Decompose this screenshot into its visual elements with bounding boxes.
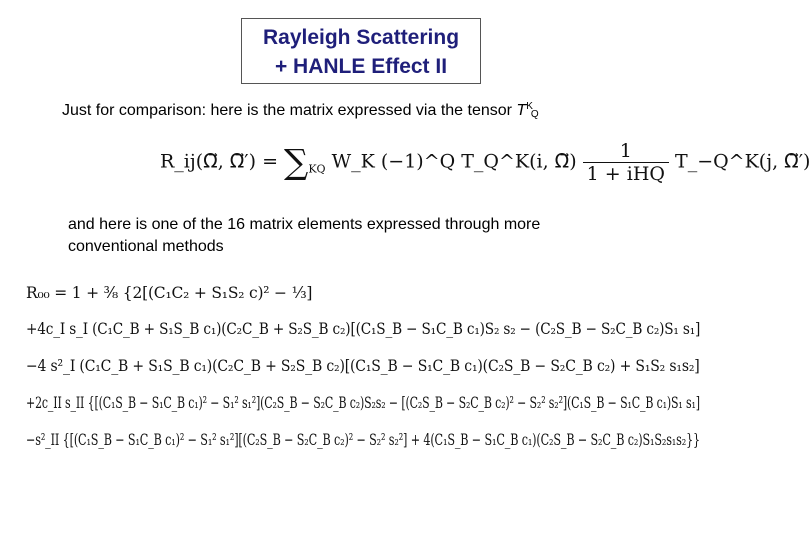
fraction-denominator: 1 + iHQ xyxy=(586,163,665,185)
matrix-element-line-1: R₀₀ = 1 + ³⁄₈ {2[(C₁C₂ + S₁S₂ c)² − ⅓] xyxy=(26,284,313,302)
equation-term-1: W_K (−1)^Q T_Q^K(i, Ω⃗) xyxy=(331,150,577,173)
intro-sentence: Just for comparison: here is the matrix expressed via the tensor xyxy=(62,102,517,119)
matrix-element-line-3: −4 s²_I (C₁C_B + S₁S_B c₁)(C₂C_B + S₂S_B c₂)[(C₁S_B − S₁C_B c₁)(C₂S_B − S₂C_B c₂) + S₁S₂ s₁s₂] xyxy=(26,357,700,375)
matrix-element-line-5: −s²_II {[(C₁S_B − S₁C_B c₁)² − S₁² s₁²][(C₂S_B − S₂C_B c₂)² − S₂² s₂²] + 4(C₁S_B − S₁C_B c₁)(C₂S_B − S₂C_B c₂)S₁S₂s₁s₂}} xyxy=(26,431,701,449)
tensor-sub: Q xyxy=(530,109,539,120)
tensor-sup: K xyxy=(526,101,533,112)
fraction-numerator: 1 xyxy=(583,140,669,163)
equation-lhs: R_ij(Ω⃗, Ω⃗′) = xyxy=(160,150,285,173)
slide-title xyxy=(241,18,481,84)
matrix-element-line-4: +2c_II s_II {[(C₁S_B − S₁C_B c₁)² − S₁² s₁²](C₂S_B − S₂C_B c₂)S₂s₂ − [(C₂S_B − S₂C_B c₂)² − S₂² s₂²](C₁S_B − S₁C_B c₁)S₁ s₁] xyxy=(26,394,700,412)
tensor-symbol: T xyxy=(516,102,527,119)
intro-text xyxy=(62,101,712,120)
tensor-equation xyxy=(160,140,810,185)
summation-index: KQ xyxy=(308,162,326,176)
summation-symbol: ∑ xyxy=(284,142,309,183)
note-text: and here is one of the 16 matrix elements expressed through more conventional methods xyxy=(68,216,541,255)
equation-fraction xyxy=(583,140,669,185)
matrix-element-line-2: +4c_I s_I (C₁C_B + S₁S_B c₁)(C₂C_B + S₂S_B c₂)[(C₁S_B − S₁C_B c₁)S₂ s₂ − (C₂S_B − S₂C_B c₂)S₁ s₁] xyxy=(26,320,701,338)
title-line-2: + HANLE Effect II xyxy=(274,55,448,78)
equation-term-2: T_−Q^K(j, Ω⃗′) xyxy=(675,150,810,173)
title-line-1: Rayleigh Scattering xyxy=(262,26,460,49)
